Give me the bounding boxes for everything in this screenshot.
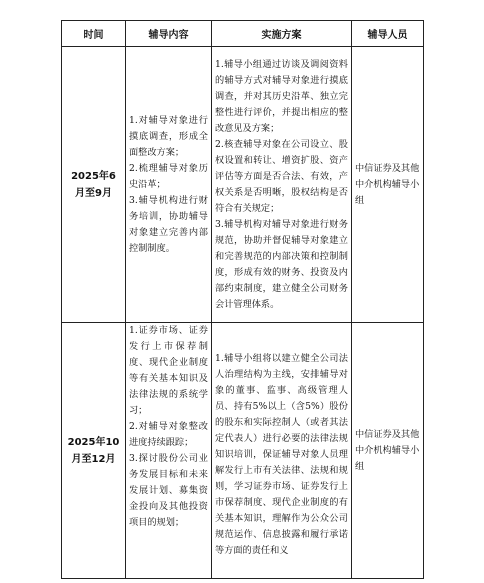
header-content: 辅导内容 xyxy=(126,21,212,47)
content-text: 1.证券市场、证券发行上市保荐制度、现代企业制度等有关基本知识及法律法规的系统学习； 2.对辅导对象整改进度持续跟踪； 3.探讨股份公司业务发展目标和未来发展计划、募集资金投向及其他投资项目的规划； xyxy=(129,325,208,528)
table-header-row xyxy=(62,21,424,47)
header-staff: 辅导人员 xyxy=(352,21,424,47)
content-text: 1.对辅导对象进行摸底调查，形成全面整改方案； 2.梳理辅导对象历史沿革； 3.辅导机构进行财务培训，协助辅导对象建立完善内部控制制度。 xyxy=(129,114,208,254)
plan-cell xyxy=(212,323,352,579)
plan-cell xyxy=(212,47,352,323)
tutoring-schedule-table xyxy=(61,20,424,579)
header-plan: 实施方案 xyxy=(212,21,352,47)
plan-text: 1.辅导小组将以建立健全公司法人治理结构为主线，安排辅导对象的董事、监事、高级管理人员、持有5%以上（含5%）股份的股东和实际控制人（或者其法定代表人）进行必要的法律法规知识培训，保证辅导对象人员理解发行上市有关法律、法规和规则，学习证券市场、证券发行上市保荐制度、现代企业制度的有关基本知识，理解作为公众公司规范运作、信息披露和履行承诺等方面的责任和义 xyxy=(215,352,348,556)
content-cell xyxy=(126,47,212,323)
table-row xyxy=(62,323,424,579)
content-cell xyxy=(126,323,212,579)
staff-text: 中信证券及其他中介机构辅导小组 xyxy=(355,162,420,206)
period-cell: 2025年10 月至12月 xyxy=(62,323,126,579)
staff-cell xyxy=(352,323,424,579)
period-cell: 2025年6 月至9月 xyxy=(62,47,126,323)
plan-text: 1.辅导小组通过访谈及调阅资料的辅导方式对辅导对象进行摸底调查，并对其历史沿革、独立完整性进行评价，并提出相应的整改意见及方案； 2.核查辅导对象在公司设立、股权设置和转让、增资扩股、资产评估等方面是否合法、有效，产权关系是否明晰，股权结构是否符合有关规定； 3.辅导机构对辅导对象进行财务规范，协助并督促辅导对象建立和完善规范的内部决策和控制制度，形成有效的财务、投资及内部约束制度，建立健全公司财务会计管理体系。 xyxy=(215,58,348,310)
table-row xyxy=(62,47,424,323)
header-period: 时间 xyxy=(62,21,126,47)
staff-text: 中信证券及其他中介机构辅导小组 xyxy=(355,428,420,472)
staff-cell xyxy=(352,47,424,323)
